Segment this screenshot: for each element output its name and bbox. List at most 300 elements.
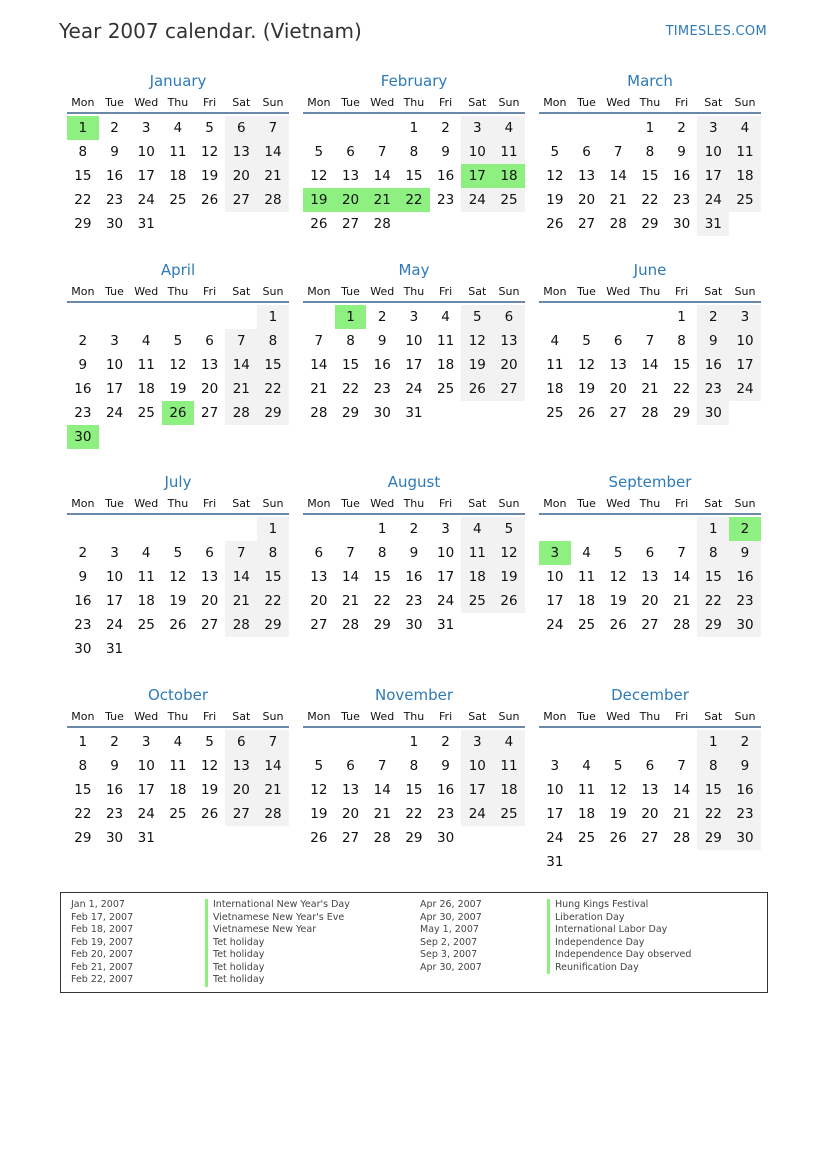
day-cell[interactable]: 16 <box>405 569 423 585</box>
day-cell[interactable]: 11 <box>169 144 187 160</box>
day-cell[interactable]: 23 <box>697 377 729 401</box>
day-cell[interactable]: 5 <box>173 333 183 349</box>
day-cell[interactable]: 5 <box>461 305 493 329</box>
day-cell[interactable]: 25 <box>169 192 187 208</box>
day-cell[interactable]: 28 <box>609 216 627 232</box>
day-cell[interactable]: 6 <box>205 333 214 349</box>
day-cell[interactable]: 28 <box>257 802 289 826</box>
day-cell[interactable]: 12 <box>169 569 187 585</box>
day-cell[interactable]: 19 <box>201 782 219 798</box>
day-cell[interactable]: 16 <box>697 353 729 377</box>
day-cell[interactable]: 27 <box>577 216 596 232</box>
day-cell[interactable]: 5 <box>613 545 623 561</box>
day-cell[interactable]: 23 <box>405 593 423 609</box>
day-cell[interactable]: 13 <box>225 140 257 164</box>
day-cell[interactable]: 9 <box>729 541 761 565</box>
day-cell[interactable]: 3 <box>461 116 493 140</box>
day-cell[interactable]: 27 <box>341 216 360 232</box>
day-cell[interactable]: 19 <box>577 381 596 397</box>
day-cell[interactable]: 27 <box>310 617 328 633</box>
day-cell[interactable]: 9 <box>677 144 686 160</box>
day-cell[interactable]: 8 <box>78 758 88 774</box>
day-cell[interactable]: 10 <box>697 140 729 164</box>
day-cell[interactable]: 30 <box>105 830 124 846</box>
day-cell[interactable]: 12 <box>493 541 525 565</box>
day-cell[interactable]: 12 <box>461 329 493 353</box>
day-cell[interactable]: 14 <box>257 140 289 164</box>
day-cell[interactable]: 5 <box>582 333 591 349</box>
day-cell[interactable]: 8 <box>697 754 729 778</box>
day-cell[interactable]: 3 <box>141 734 151 750</box>
day-cell[interactable]: 16 <box>373 357 391 373</box>
holiday-day-cell[interactable]: 19 <box>303 188 335 212</box>
day-cell[interactable]: 13 <box>641 569 659 585</box>
day-cell[interactable]: 14 <box>310 357 328 373</box>
day-cell[interactable]: 13 <box>609 357 627 373</box>
day-cell[interactable]: 15 <box>341 357 360 373</box>
day-cell[interactable]: 12 <box>201 758 219 774</box>
day-cell[interactable]: 31 <box>405 405 423 421</box>
day-cell[interactable]: 2 <box>78 545 88 561</box>
day-cell[interactable]: 16 <box>729 778 761 802</box>
day-cell[interactable]: 21 <box>373 806 391 822</box>
day-cell[interactable]: 11 <box>437 333 455 349</box>
day-cell[interactable]: 16 <box>105 782 124 798</box>
day-cell[interactable]: 10 <box>546 782 564 798</box>
day-cell[interactable]: 12 <box>609 569 627 585</box>
day-cell[interactable]: 12 <box>169 357 187 373</box>
day-cell[interactable]: 5 <box>550 144 560 160</box>
day-cell[interactable]: 10 <box>437 545 455 561</box>
day-cell[interactable]: 11 <box>137 357 155 373</box>
day-cell[interactable]: 9 <box>697 329 729 353</box>
day-cell[interactable]: 16 <box>437 782 455 798</box>
day-cell[interactable]: 15 <box>74 168 92 184</box>
day-cell[interactable]: 24 <box>546 617 564 633</box>
day-cell[interactable]: 21 <box>225 589 257 613</box>
day-cell[interactable]: 12 <box>546 168 564 184</box>
day-cell[interactable]: 6 <box>225 116 257 140</box>
day-cell[interactable]: 7 <box>677 545 686 561</box>
day-cell[interactable]: 2 <box>409 521 419 537</box>
day-cell[interactable]: 25 <box>137 617 155 633</box>
day-cell[interactable]: 15 <box>405 168 423 184</box>
day-cell[interactable]: 26 <box>546 216 564 232</box>
day-cell[interactable]: 28 <box>373 830 391 846</box>
day-cell[interactable]: 29 <box>641 216 659 232</box>
day-cell[interactable]: 11 <box>461 541 493 565</box>
day-cell[interactable]: 26 <box>201 192 219 208</box>
day-cell[interactable]: 27 <box>609 405 627 421</box>
day-cell[interactable]: 24 <box>405 381 423 397</box>
day-cell[interactable]: 21 <box>225 377 257 401</box>
day-cell[interactable]: 18 <box>437 357 455 373</box>
day-cell[interactable]: 11 <box>729 140 761 164</box>
day-cell[interactable]: 19 <box>546 192 564 208</box>
day-cell[interactable]: 5 <box>613 758 623 774</box>
day-cell[interactable]: 24 <box>461 802 493 826</box>
day-cell[interactable]: 27 <box>641 830 659 846</box>
day-cell[interactable]: 18 <box>461 565 493 589</box>
day-cell[interactable]: 22 <box>257 377 289 401</box>
day-cell[interactable]: 23 <box>74 617 92 633</box>
day-cell[interactable]: 8 <box>346 333 355 349</box>
day-cell[interactable]: 15 <box>697 565 729 589</box>
day-cell[interactable]: 28 <box>673 617 691 633</box>
day-cell[interactable]: 29 <box>373 617 391 633</box>
day-cell[interactable]: 4 <box>582 758 591 774</box>
day-cell[interactable]: 4 <box>173 120 183 136</box>
day-cell[interactable]: 21 <box>310 381 328 397</box>
day-cell[interactable]: 20 <box>577 192 596 208</box>
day-cell[interactable]: 20 <box>225 164 257 188</box>
day-cell[interactable]: 28 <box>373 216 391 232</box>
day-cell[interactable]: 21 <box>641 381 659 397</box>
day-cell[interactable]: 22 <box>257 589 289 613</box>
day-cell[interactable]: 14 <box>373 782 391 798</box>
day-cell[interactable]: 23 <box>729 589 761 613</box>
day-cell[interactable]: 29 <box>341 405 360 421</box>
day-cell[interactable]: 23 <box>437 806 455 822</box>
day-cell[interactable]: 9 <box>78 357 88 373</box>
day-cell[interactable]: 14 <box>673 569 691 585</box>
day-cell[interactable]: 1 <box>78 734 88 750</box>
day-cell[interactable]: 2 <box>110 120 119 136</box>
day-cell[interactable]: 3 <box>141 120 151 136</box>
day-cell[interactable]: 30 <box>105 216 124 232</box>
day-cell[interactable]: 25 <box>137 405 155 421</box>
day-cell[interactable]: 1 <box>677 309 686 325</box>
day-cell[interactable]: 8 <box>645 144 655 160</box>
holiday-day-cell[interactable]: 18 <box>493 164 525 188</box>
day-cell[interactable]: 10 <box>546 569 564 585</box>
day-cell[interactable]: 8 <box>257 541 289 565</box>
day-cell[interactable]: 6 <box>346 144 355 160</box>
day-cell[interactable]: 13 <box>341 168 360 184</box>
holiday-day-cell[interactable]: 1 <box>335 305 367 329</box>
day-cell[interactable]: 29 <box>697 826 729 850</box>
day-cell[interactable]: 12 <box>201 144 219 160</box>
day-cell[interactable]: 9 <box>78 569 88 585</box>
day-cell[interactable]: 10 <box>137 758 155 774</box>
day-cell[interactable]: 5 <box>493 517 525 541</box>
day-cell[interactable]: 19 <box>461 353 493 377</box>
day-cell[interactable]: 26 <box>169 617 187 633</box>
day-cell[interactable]: 18 <box>137 593 155 609</box>
day-cell[interactable]: 20 <box>310 593 328 609</box>
day-cell[interactable]: 18 <box>169 168 187 184</box>
day-cell[interactable]: 6 <box>314 545 324 561</box>
day-cell[interactable]: 6 <box>613 333 623 349</box>
day-cell[interactable]: 14 <box>225 353 257 377</box>
day-cell[interactable]: 21 <box>673 593 691 609</box>
day-cell[interactable]: 19 <box>201 168 219 184</box>
day-cell[interactable]: 7 <box>613 144 623 160</box>
day-cell[interactable]: 15 <box>673 357 691 373</box>
day-cell[interactable]: 18 <box>729 164 761 188</box>
day-cell[interactable]: 17 <box>461 778 493 802</box>
day-cell[interactable]: 4 <box>441 309 450 325</box>
day-cell[interactable]: 25 <box>577 830 596 846</box>
day-cell[interactable]: 5 <box>173 545 183 561</box>
day-cell[interactable]: 17 <box>546 593 564 609</box>
day-cell[interactable]: 2 <box>110 734 119 750</box>
day-cell[interactable]: 14 <box>673 782 691 798</box>
day-cell[interactable]: 1 <box>377 521 387 537</box>
day-cell[interactable]: 27 <box>201 405 219 421</box>
day-cell[interactable]: 3 <box>461 730 493 754</box>
day-cell[interactable]: 25 <box>577 617 596 633</box>
day-cell[interactable]: 4 <box>550 333 560 349</box>
day-cell[interactable]: 1 <box>409 734 419 750</box>
day-cell[interactable]: 17 <box>105 381 124 397</box>
day-cell[interactable]: 17 <box>729 353 761 377</box>
day-cell[interactable]: 21 <box>257 164 289 188</box>
holiday-day-cell[interactable]: 17 <box>461 164 493 188</box>
day-cell[interactable]: 19 <box>609 593 627 609</box>
day-cell[interactable]: 28 <box>341 617 360 633</box>
day-cell[interactable]: 10 <box>105 569 124 585</box>
day-cell[interactable]: 25 <box>546 405 564 421</box>
day-cell[interactable]: 13 <box>341 782 360 798</box>
day-cell[interactable]: 18 <box>577 806 596 822</box>
day-cell[interactable]: 25 <box>493 802 525 826</box>
day-cell[interactable]: 14 <box>225 565 257 589</box>
day-cell[interactable]: 20 <box>201 593 219 609</box>
day-cell[interactable]: 15 <box>405 782 423 798</box>
day-cell[interactable]: 20 <box>641 806 659 822</box>
day-cell[interactable]: 5 <box>314 758 324 774</box>
day-cell[interactable]: 17 <box>546 806 564 822</box>
day-cell[interactable]: 3 <box>697 116 729 140</box>
day-cell[interactable]: 26 <box>461 377 493 401</box>
day-cell[interactable]: 24 <box>137 192 155 208</box>
day-cell[interactable]: 18 <box>137 381 155 397</box>
day-cell[interactable]: 8 <box>697 541 729 565</box>
day-cell[interactable]: 17 <box>137 782 155 798</box>
day-cell[interactable]: 29 <box>74 216 92 232</box>
day-cell[interactable]: 15 <box>257 353 289 377</box>
day-cell[interactable]: 14 <box>373 168 391 184</box>
day-cell[interactable]: 2 <box>377 309 387 325</box>
day-cell[interactable]: 8 <box>677 333 686 349</box>
day-cell[interactable]: 19 <box>169 381 187 397</box>
day-cell[interactable]: 28 <box>225 401 257 425</box>
day-cell[interactable]: 31 <box>437 617 455 633</box>
day-cell[interactable]: 31 <box>105 641 124 657</box>
day-cell[interactable]: 3 <box>110 333 119 349</box>
day-cell[interactable]: 11 <box>577 782 596 798</box>
day-cell[interactable]: 18 <box>493 778 525 802</box>
day-cell[interactable]: 30 <box>373 405 391 421</box>
day-cell[interactable]: 12 <box>577 357 596 373</box>
day-cell[interactable]: 6 <box>582 144 591 160</box>
day-cell[interactable]: 27 <box>225 802 257 826</box>
day-cell[interactable]: 14 <box>609 168 627 184</box>
day-cell[interactable]: 20 <box>341 806 360 822</box>
day-cell[interactable]: 20 <box>225 778 257 802</box>
day-cell[interactable]: 1 <box>697 730 729 754</box>
day-cell[interactable]: 27 <box>201 617 219 633</box>
day-cell[interactable]: 2 <box>729 730 761 754</box>
day-cell[interactable]: 7 <box>225 329 257 353</box>
day-cell[interactable]: 16 <box>74 381 92 397</box>
day-cell[interactable]: 26 <box>609 830 627 846</box>
day-cell[interactable]: 24 <box>729 377 761 401</box>
day-cell[interactable]: 9 <box>441 758 450 774</box>
day-cell[interactable]: 8 <box>78 144 88 160</box>
day-cell[interactable]: 4 <box>461 517 493 541</box>
day-cell[interactable]: 30 <box>405 617 423 633</box>
day-cell[interactable]: 10 <box>461 754 493 778</box>
day-cell[interactable]: 24 <box>105 617 124 633</box>
day-cell[interactable]: 15 <box>373 569 391 585</box>
day-cell[interactable]: 28 <box>257 188 289 212</box>
day-cell[interactable]: 8 <box>409 758 419 774</box>
day-cell[interactable]: 16 <box>729 565 761 589</box>
day-cell[interactable]: 21 <box>257 778 289 802</box>
day-cell[interactable]: 11 <box>577 569 596 585</box>
day-cell[interactable]: 17 <box>405 357 423 373</box>
day-cell[interactable]: 5 <box>205 120 214 136</box>
day-cell[interactable]: 19 <box>493 565 525 589</box>
day-cell[interactable]: 22 <box>341 381 360 397</box>
day-cell[interactable]: 20 <box>641 593 659 609</box>
day-cell[interactable]: 4 <box>141 333 151 349</box>
day-cell[interactable]: 14 <box>641 357 659 373</box>
day-cell[interactable]: 1 <box>257 305 289 329</box>
day-cell[interactable]: 16 <box>105 168 124 184</box>
day-cell[interactable]: 2 <box>697 305 729 329</box>
day-cell[interactable]: 27 <box>493 377 525 401</box>
day-cell[interactable]: 3 <box>729 305 761 329</box>
day-cell[interactable]: 22 <box>697 589 729 613</box>
holiday-day-cell[interactable]: 20 <box>335 188 367 212</box>
day-cell[interactable]: 14 <box>257 754 289 778</box>
day-cell[interactable]: 9 <box>729 754 761 778</box>
day-cell[interactable]: 19 <box>609 806 627 822</box>
day-cell[interactable]: 24 <box>105 405 124 421</box>
holiday-day-cell[interactable]: 21 <box>366 188 398 212</box>
day-cell[interactable]: 9 <box>110 144 119 160</box>
day-cell[interactable]: 29 <box>74 830 92 846</box>
day-cell[interactable]: 31 <box>697 212 729 236</box>
day-cell[interactable]: 7 <box>257 116 289 140</box>
day-cell[interactable]: 8 <box>257 329 289 353</box>
day-cell[interactable]: 6 <box>205 545 214 561</box>
day-cell[interactable]: 28 <box>310 405 328 421</box>
day-cell[interactable]: 4 <box>493 116 525 140</box>
day-cell[interactable]: 22 <box>74 192 92 208</box>
day-cell[interactable]: 23 <box>373 381 391 397</box>
day-cell[interactable]: 8 <box>377 545 387 561</box>
day-cell[interactable]: 3 <box>441 521 450 537</box>
day-cell[interactable]: 25 <box>729 188 761 212</box>
day-cell[interactable]: 3 <box>550 758 560 774</box>
day-cell[interactable]: 3 <box>110 545 119 561</box>
day-cell[interactable]: 4 <box>582 545 591 561</box>
day-cell[interactable]: 6 <box>225 730 257 754</box>
day-cell[interactable]: 8 <box>409 144 419 160</box>
holiday-day-cell[interactable]: 1 <box>67 116 99 140</box>
day-cell[interactable]: 1 <box>697 517 729 541</box>
day-cell[interactable]: 5 <box>314 144 324 160</box>
day-cell[interactable]: 20 <box>609 381 627 397</box>
day-cell[interactable]: 26 <box>201 806 219 822</box>
day-cell[interactable]: 15 <box>257 565 289 589</box>
day-cell[interactable]: 10 <box>729 329 761 353</box>
day-cell[interactable]: 31 <box>546 854 564 870</box>
day-cell[interactable]: 23 <box>105 192 124 208</box>
day-cell[interactable]: 22 <box>697 802 729 826</box>
day-cell[interactable]: 22 <box>405 806 423 822</box>
day-cell[interactable]: 30 <box>729 613 761 637</box>
day-cell[interactable]: 16 <box>74 593 92 609</box>
day-cell[interactable]: 24 <box>137 806 155 822</box>
day-cell[interactable]: 22 <box>641 192 659 208</box>
day-cell[interactable]: 17 <box>697 164 729 188</box>
day-cell[interactable]: 7 <box>257 730 289 754</box>
day-cell[interactable]: 25 <box>437 381 455 397</box>
day-cell[interactable]: 26 <box>310 830 328 846</box>
day-cell[interactable]: 15 <box>641 168 659 184</box>
day-cell[interactable]: 7 <box>225 541 257 565</box>
day-cell[interactable]: 13 <box>225 754 257 778</box>
day-cell[interactable]: 7 <box>377 758 387 774</box>
day-cell[interactable]: 27 <box>641 617 659 633</box>
day-cell[interactable]: 16 <box>437 168 455 184</box>
day-cell[interactable]: 29 <box>697 613 729 637</box>
day-cell[interactable]: 11 <box>493 140 525 164</box>
day-cell[interactable]: 23 <box>729 802 761 826</box>
day-cell[interactable]: 6 <box>645 758 655 774</box>
day-cell[interactable]: 26 <box>577 405 596 421</box>
day-cell[interactable]: 4 <box>729 116 761 140</box>
day-cell[interactable]: 11 <box>169 758 187 774</box>
day-cell[interactable]: 30 <box>74 641 92 657</box>
day-cell[interactable]: 13 <box>577 168 596 184</box>
day-cell[interactable]: 2 <box>441 120 450 136</box>
day-cell[interactable]: 14 <box>341 569 360 585</box>
day-cell[interactable]: 29 <box>405 830 423 846</box>
day-cell[interactable]: 23 <box>673 192 691 208</box>
day-cell[interactable]: 23 <box>437 192 455 208</box>
day-cell[interactable]: 23 <box>105 806 124 822</box>
day-cell[interactable]: 13 <box>493 329 525 353</box>
day-cell[interactable]: 30 <box>673 216 691 232</box>
day-cell[interactable]: 26 <box>310 216 328 232</box>
day-cell[interactable]: 24 <box>437 593 455 609</box>
day-cell[interactable]: 1 <box>645 120 655 136</box>
day-cell[interactable]: 18 <box>546 381 564 397</box>
day-cell[interactable]: 19 <box>310 806 328 822</box>
day-cell[interactable]: 18 <box>577 593 596 609</box>
day-cell[interactable]: 23 <box>74 405 92 421</box>
day-cell[interactable]: 28 <box>673 830 691 846</box>
site-link[interactable]: TIMESLES.COM <box>665 24 767 39</box>
day-cell[interactable]: 20 <box>493 353 525 377</box>
day-cell[interactable]: 31 <box>137 830 155 846</box>
day-cell[interactable]: 24 <box>461 188 493 212</box>
day-cell[interactable]: 7 <box>677 758 686 774</box>
day-cell[interactable]: 13 <box>310 569 328 585</box>
day-cell[interactable]: 29 <box>673 405 691 421</box>
day-cell[interactable]: 25 <box>169 806 187 822</box>
day-cell[interactable]: 2 <box>677 120 686 136</box>
day-cell[interactable]: 12 <box>310 168 328 184</box>
day-cell[interactable]: 4 <box>141 545 151 561</box>
day-cell[interactable]: 9 <box>377 333 387 349</box>
